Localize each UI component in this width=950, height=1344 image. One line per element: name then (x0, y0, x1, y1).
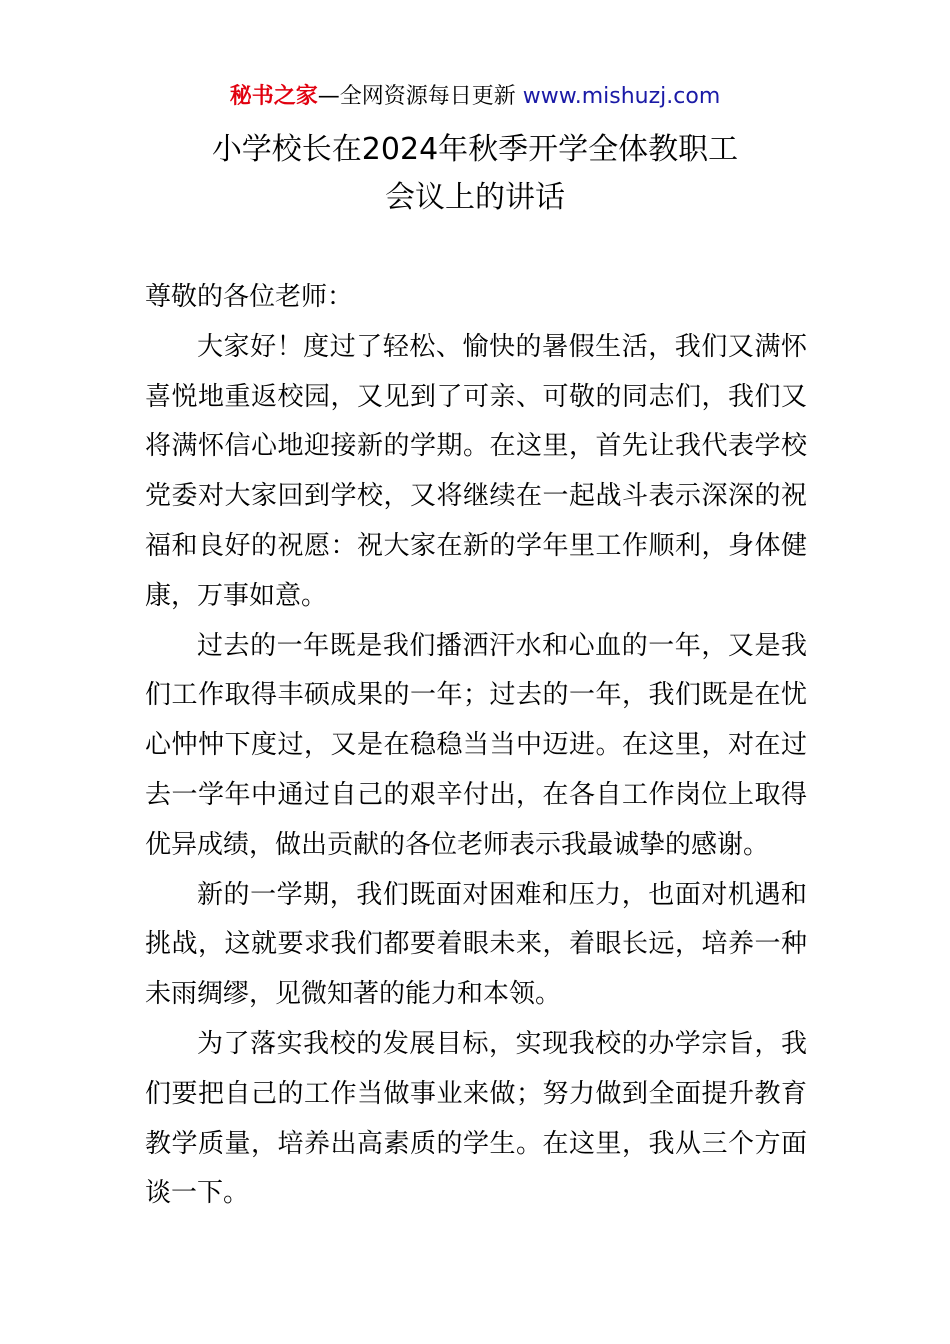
paragraph: 大家好！度过了轻松、愉快的暑假生活，我们又满怀喜悦地重返校园，又见到了可亲、可敬的同志们，我们又将满怀信心地迎接新的学期。在这里，首先让我代表学校党委对大家回到学校，又将继续在一起战斗表示深深的祝福和良好的祝愿：祝大家在新的学年里工作顺利，身体健康，万事如意。 (145, 331, 807, 611)
brand-name: 秘书之家 (229, 84, 318, 109)
title-line-1: 小学校长在2024年秋季开学全体教职工 (211, 132, 739, 167)
document-body (145, 273, 807, 1219)
site-url: www.mishuzj.com (522, 84, 721, 109)
paragraph: 为了落实我校的发展目标，实现我校的办学宗旨，我们要把自己的工作当做事业来做；努力做到全面提升教育教学质量，培养出高素质的学生。在这里，我从三个方面谈一下。 (145, 1028, 807, 1209)
paragraph: 新的一学期，我们既面对困难和压力，也面对机遇和挑战，这就要求我们都要着眼未来，着眼长远，培养一种未雨绸缪，见微知著的能力和本领。 (145, 879, 807, 1010)
paragraph: 过去的一年既是我们播洒汗水和心血的一年，又是我们工作取得丰硕成果的一年；过去的一年，我们既是在忧心忡忡下度过，又是在稳稳当当中迈进。在这里，对在过去一学年中通过自己的艰辛付出，在各自工作岗位上取得优异成绩，做出贡献的各位老师表示我最诚挚的感谢。 (145, 630, 807, 860)
site-header (0, 80, 950, 114)
salutation: 尊敬的各位老师： (145, 282, 354, 312)
title-line-2: 会议上的讲话 (385, 180, 565, 215)
header-tagline: —全网资源每日更新 (317, 84, 523, 109)
document-title (0, 126, 950, 222)
